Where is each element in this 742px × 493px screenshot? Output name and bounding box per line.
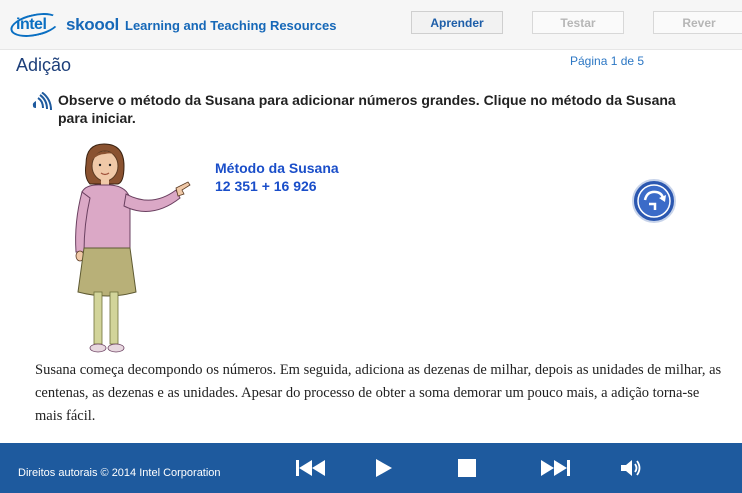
intel-logo xyxy=(10,12,62,38)
tab-testar[interactable]: Testar xyxy=(532,11,624,34)
method-title-link[interactable]: Método da Susana xyxy=(215,160,339,176)
volume-icon[interactable] xyxy=(620,457,642,479)
skoool-logo[interactable] xyxy=(10,12,336,38)
page-title: Adição xyxy=(16,55,72,75)
instruction-text: Observe o método da Susana para adicionar números grandes. Clique no método da Susana para iniciar. xyxy=(58,92,676,126)
tab-aprender[interactable]: Aprender xyxy=(411,11,503,34)
play-icon[interactable] xyxy=(374,457,394,479)
tab-rever[interactable]: Rever xyxy=(653,11,742,34)
fast-forward-icon[interactable] xyxy=(540,457,570,479)
susana-illustration xyxy=(72,142,194,358)
audio-speaker-icon[interactable] xyxy=(30,92,54,114)
method-expression-link[interactable]: 12 351 + 16 926 xyxy=(215,178,317,194)
copyright-text: Direitos autorais © 2014 Intel Corporation xyxy=(18,467,221,479)
logo-tagline: Learning and Teaching Resources xyxy=(125,17,337,33)
stop-icon[interactable] xyxy=(457,457,477,479)
rewind-icon[interactable] xyxy=(296,457,326,479)
intel-logo-text: intel xyxy=(16,16,47,33)
skoool-logo-text: skoool xyxy=(66,15,119,34)
page-indicator: Página 1 de 5 xyxy=(570,54,645,68)
mode-tabs xyxy=(411,11,742,34)
footer-bar xyxy=(0,443,742,493)
header-bar xyxy=(0,0,742,50)
next-arrow-icon[interactable] xyxy=(631,178,677,224)
explanation-paragraph: Susana começa decompondo os números. Em seguida, adiciona as dezenas de milhar, depois as unidades de milhar, as centenas, as dezenas e as unidades. Apesar do processo de obter a soma demorar um pouco mais, a adição torna-se mais fácil. xyxy=(35,362,722,424)
